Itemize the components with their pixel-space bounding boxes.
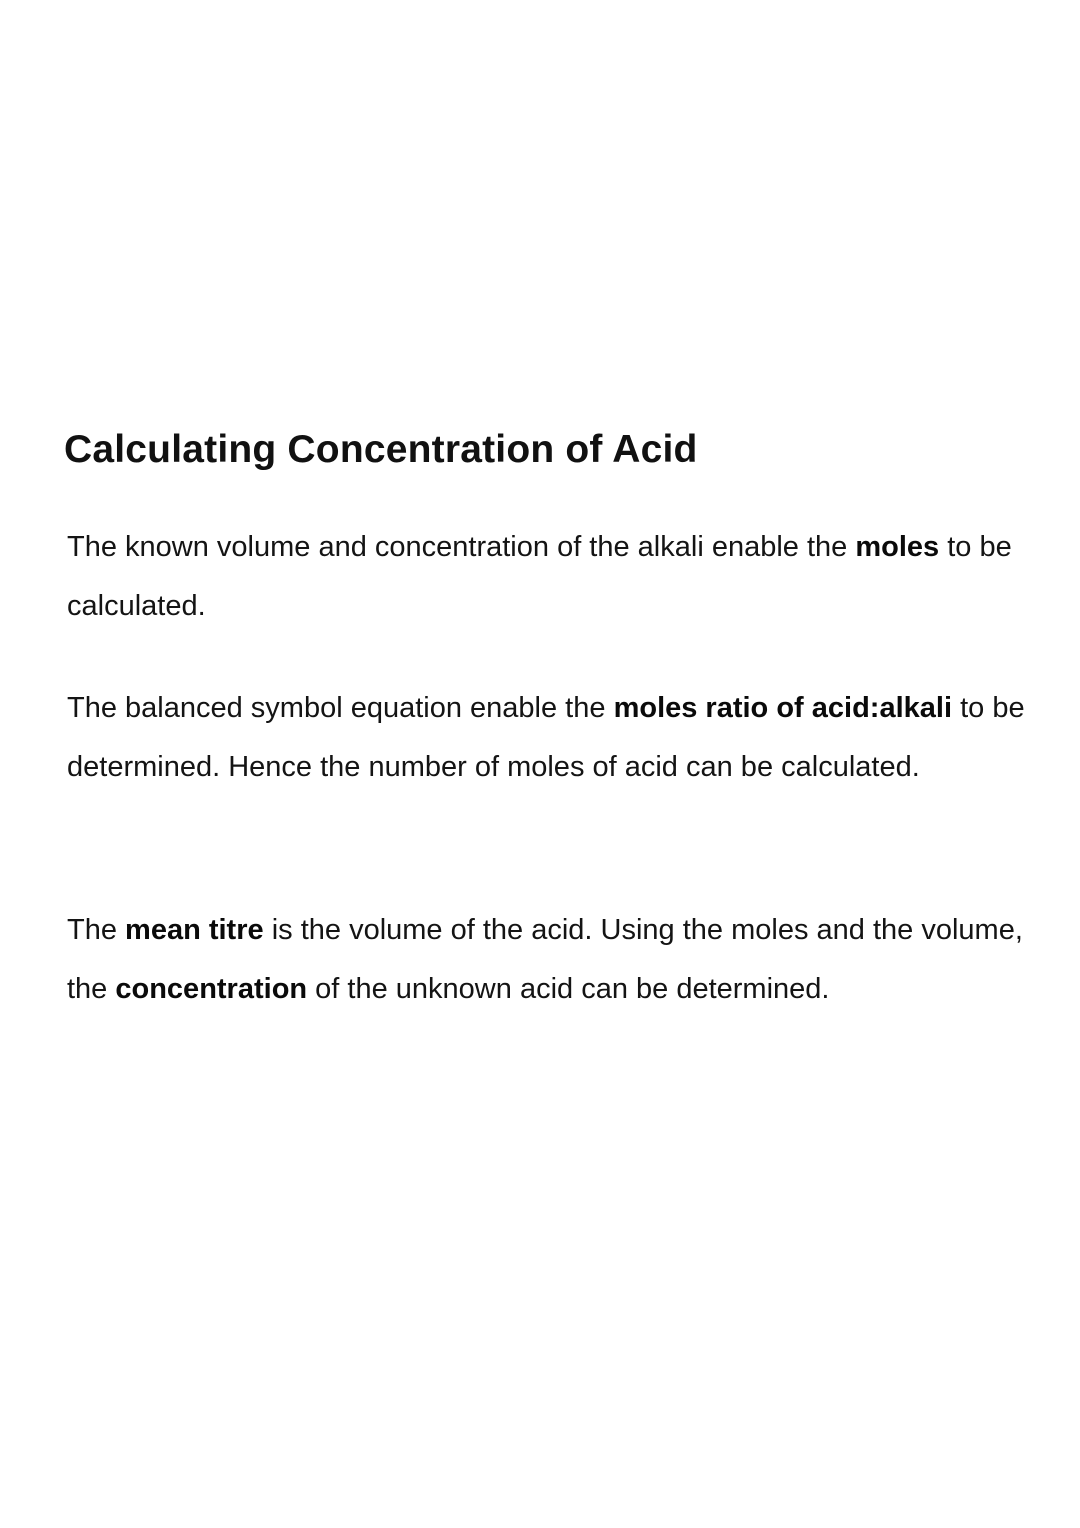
paragraph-text: The known volume and concentration of the alkali enable the: [67, 531, 856, 563]
paragraph-text: of the unknown acid can be determined.: [307, 973, 830, 1005]
paragraph-mole-ratio: [67, 679, 1027, 797]
paragraph-concentration: [67, 901, 1027, 1019]
paragraph-text: The: [67, 914, 126, 946]
paragraph-text: The balanced symbol equation enable the: [67, 692, 614, 724]
bold-term-concentration: concentration: [115, 973, 308, 1005]
paragraph-moles-of-alkali: [67, 518, 1027, 636]
bold-term-moles: moles: [855, 531, 940, 563]
paragraph-text: is the volume of the acid. Using the moles and the volume, the: [67, 914, 1023, 1005]
page-title: Calculating Concentration of Acid: [64, 428, 698, 471]
paragraph-text: to be determined. Hence the number of moles of acid can be calculated.: [67, 692, 1025, 783]
paragraph-text: to be calculated.: [67, 531, 1012, 622]
bold-term-mean-titre: mean titre: [125, 914, 264, 946]
bold-term-moles-ratio: moles ratio of acid:alkali: [613, 692, 953, 724]
